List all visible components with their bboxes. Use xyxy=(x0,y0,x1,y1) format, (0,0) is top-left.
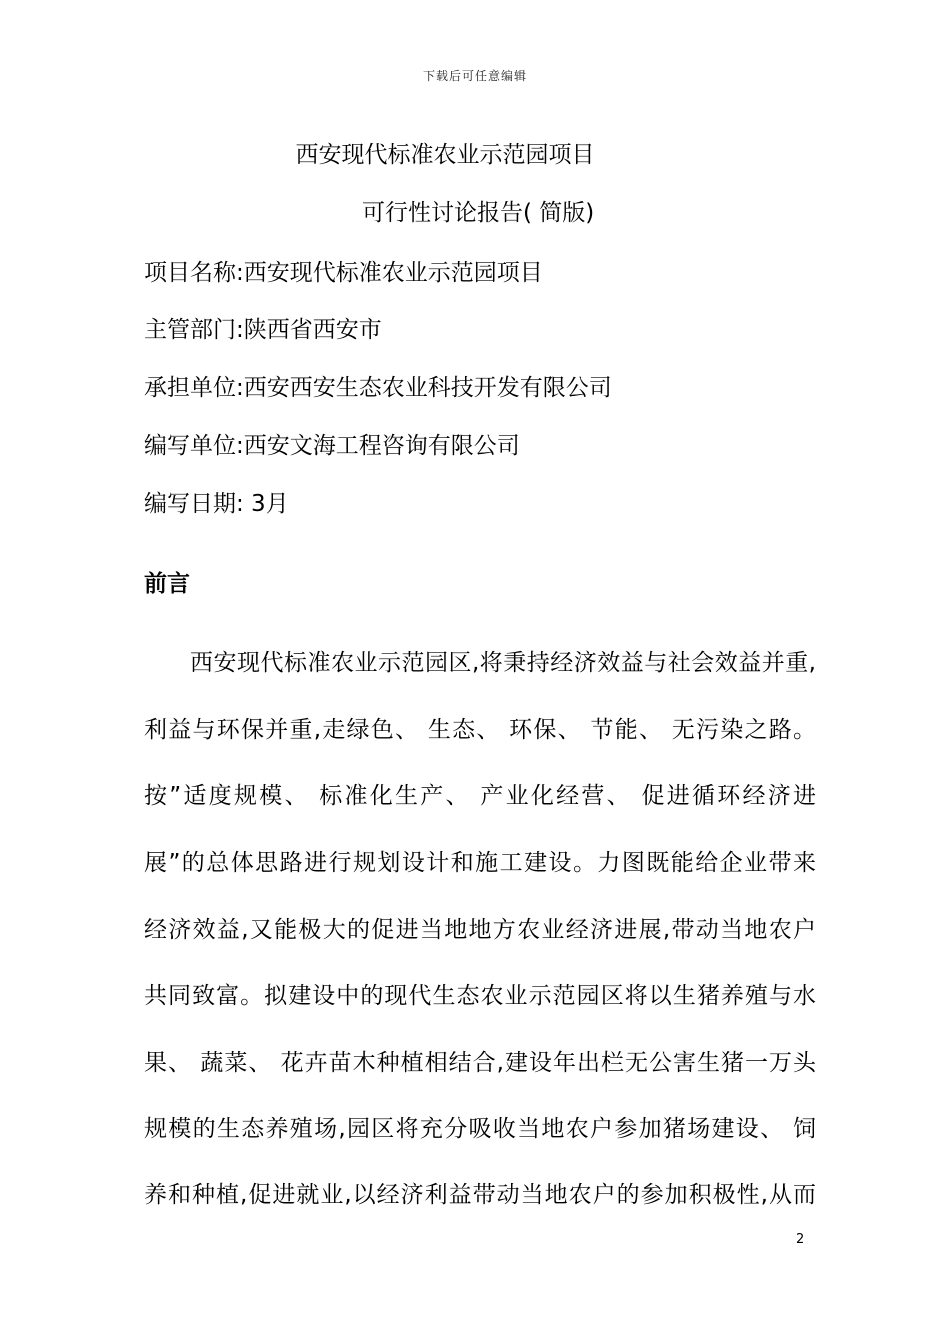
paragraph-line: 共同致富。拟建设中的现代生态农业示范园区将以生猪养殖与水 xyxy=(144,983,816,1009)
paragraph-line: 养和种植,促进就业,以经济利益带动当地农户的参加积极性,从而 xyxy=(144,1182,816,1208)
section-heading: 前言 xyxy=(144,571,190,597)
meta-compiling-unit: 编写单位:西安文海工程咨询有限公司 xyxy=(144,433,520,459)
paragraph-line: 西安现代标准农业示范园区,将秉持经济效益与社会效益并重, xyxy=(190,650,816,676)
paragraph-line: 利益与环保并重,走绿色、 生态、 环保、 节能、 无污染之路。 xyxy=(144,717,816,743)
document-title-line-1: 西安现代标准农业示范园项目 xyxy=(295,142,595,168)
paragraph-line: 展”的总体思路进行规划设计和施工建设。力图既能给企业带来 xyxy=(144,850,816,876)
paragraph-line: 按”适度规模、 标准化生产、 产业化经营、 促进循环经济进 xyxy=(144,783,816,809)
paragraph-line: 经济效益,又能极大的促进当地地方农业经济进展,带动当地农户 xyxy=(144,917,816,943)
meta-project-name: 项目名称:西安现代标准农业示范园项目 xyxy=(144,260,543,286)
paragraph-line: 果、 蔬菜、 花卉苗木种植相结合,建设年出栏无公害生猪一万头 xyxy=(144,1050,816,1076)
meta-department: 主管部门:陕西省西安市 xyxy=(144,317,382,343)
page-number: 2 xyxy=(796,1232,805,1247)
meta-undertaking-unit: 承担单位:西安西安生态农业科技开发有限公司 xyxy=(144,375,612,401)
paragraph-line: 规模的生态养殖场,园区将充分吸收当地农户参加猪场建设、 饲 xyxy=(144,1116,816,1142)
meta-compile-date: 编写日期: 3月 xyxy=(144,491,289,517)
header-note: 下载后可任意编辑 xyxy=(422,69,527,83)
document-title-line-2: 可行性讨论报告( 简版) xyxy=(362,200,595,226)
